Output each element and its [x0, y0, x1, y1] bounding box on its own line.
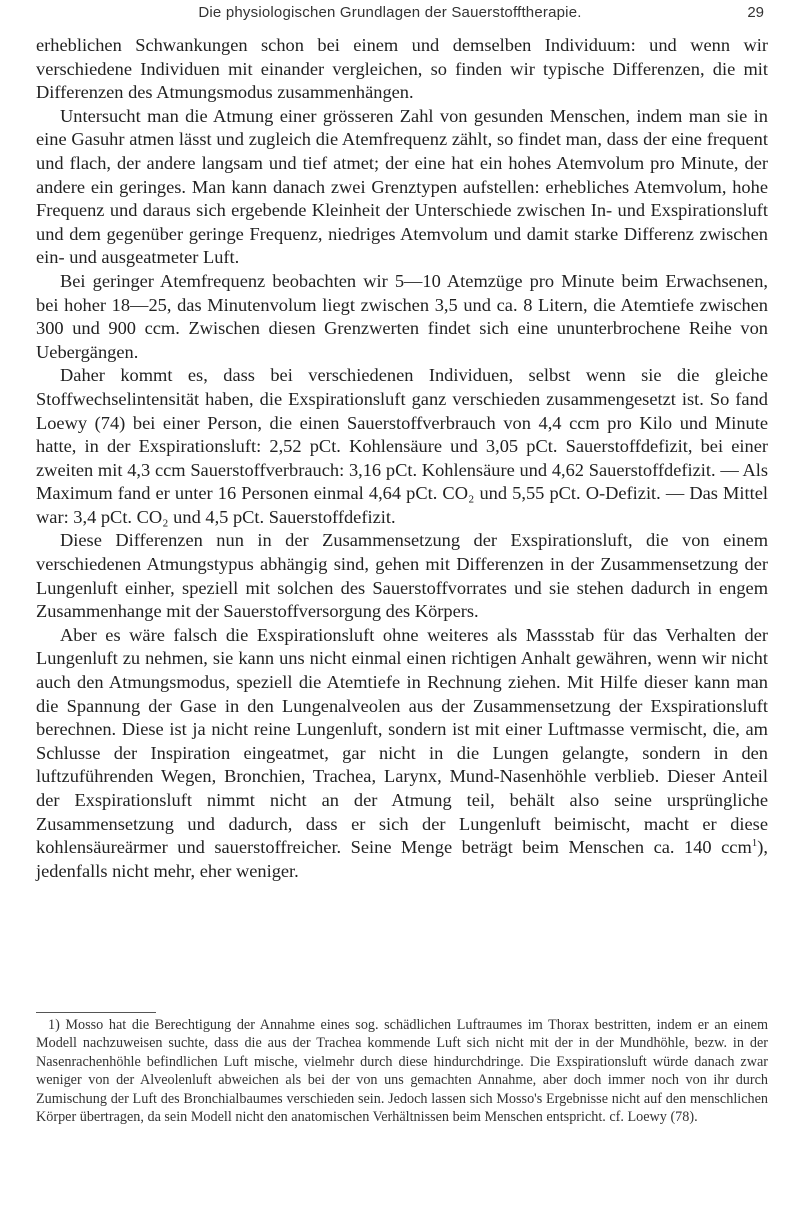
page-number: 29	[747, 4, 764, 21]
paragraph-continued: erheblichen Schwankungen schon bei einem und demselben Individuum: und wenn wir verschiedene Individuen mit einander vergleichen, so finden wir typische Differenzen, die mit Differenzen des Atmungsmodus zusammenhängen.	[36, 35, 768, 103]
paragraph-lungenluft: Diese Differenzen nun in der Zusammensetzung der Exspirationsluft, die von einem verschiedenen Atmungstypus abhängig sind, gehen mit Differenzen in der Zusammensetzung der Lungenluft einher, speziell mit solchen des Sauerstoffvorrates und sie stehen dadurch in engem Zusammenhange mit der Sauerstoffversorgung des Körpers.	[36, 530, 768, 622]
footnote-mosso: 1) Mosso hat die Berechtigung der Annahme eines sog. schädlichen Luftraumes im Thorax bestritten, indem er an einem Modell nachzuweisen suchte, dass die aus der Trachea kommende Luft sich nicht mit der in der Mundhöhle, bezw. in der Nasenrachenhöhle befindlichen Luft mische, vielmehr durch diese hindurchdringe. Die Exspirationsluft würde danach zwar weniger von der Alveolenluft abweichen als bei der von uns gemachten Annahme, aber doch immer noch von ihr durch Zumischung der Luft des Bronchialbaumes verschieden sein. Jedoch lassen sich Mosso's Ergebnisse nicht auf den menschlichen Körper übertragen, da sein Modell nicht den anatomischen Verhältnissen beim Menschen entspricht. cf. Loewy (78).	[36, 1017, 768, 1126]
paragraph-schaedlicher-raum	[36, 624, 768, 884]
paragraph-atemtypen: Untersucht man die Atmung einer grösseren Zahl von gesunden Menschen, indem man sie in eine Gasuhr atmen lässt und zugleich die Atemfrequenz zählt, so findet man, dass der eine frequent und flach, der andere langsam und tief atmet; der eine hat ein hohes Atemvolum pro Minute, der andere ein geringes. Man kann danach zwei Grenztypen aufstellen: erhebliches Atemvolum, hohe Frequenz und daraus sich ergebende Kleinheit der Unterschiede zwischen In- und Exspirationsluft und dem gegenüber geringe Frequenz, niedriges Atemvolum und damit starke Differenz zwischen ein- und ausgeatmeter Luft.	[36, 105, 768, 268]
paragraph-atemfrequenz: Bei geringer Atemfrequenz beobachten wir 5—10 Atemzüge pro Minute beim Erwachsenen, bei hoher 18—25, das Minutenvolum liegt zwischen 3,5 und ca. 8 Litern, die Atemtiefe zwischen 300 und 900 ccm. Zwischen diesen Grenzwerten findet sich eine ununterbrochene Reihe von Uebergängen.	[36, 270, 768, 362]
running-title: Die physiologischen Grundlagen der Sauerstofftherapie.	[198, 4, 582, 21]
body-text	[36, 34, 768, 883]
footnote-divider	[36, 1012, 156, 1013]
paragraph-schaedlicher-raum-text: Aber es wäre falsch die Exspirationsluft ohne weiteres als Massstab für das Verhalten der Lungenluft zu nehmen, sie kann uns nicht einmal einen richtigen Anhalt gewähren, wenn wir nicht auch den Atmungsmodus, speziell die Atemtiefe in Rechnung ziehen. Mit Hilfe dieser kann man die Spannung der Gase in den Lungenalveolen aus der Zusammensetzung der Exspirationsluft berechnen. Diese ist ja nicht reine Lungenluft, sondern ist mit einer Luftmasse vermischt, die, am Schlusse der Inspiration eingeatmet, gar nicht in die Lungen gelangte, sondern in den luftzuführenden Wegen, Bronchien, Trachea, Larynx, Mund-Nasenhöhle verblieb. Dieser Anteil der Exspirationsluft nimmt nicht an der Atmung teil, behält also seine ursprüngliche Zusammensetzung und dadurch, dass er sich der Lungenluft beimischt, macht er diese kohlensäureärmer und sauerstoffreicher. Seine Menge beträgt beim Menschen ca. 140 ccm	[36, 624, 768, 858]
paragraph-loewy-values: Daher kommt es, dass bei verschiedenen Individuen, selbst wenn sie die gleiche Stoffwechselintensität haben, die Exspirationsluft ganz verschieden zusammengesetzt ist. So fand Loewy (74) bei einer Person, die einen Sauerstoffverbrauch von 4,4 ccm pro Kilo und Minute hatte, in der Exspirationsluft: 2,52 pCt. Kohlensäure und 3,05 pCt. Sauerstoffdefizit, bei einer zweiten mit 4,3 ccm Sauerstoffverbrauch: 3,16 pCt. Kohlensäure und 4,62 Sauerstoffdefizit. — Als Maximum fand er unter 16 Personen einmal 4,64 pCt. CO₂ und 5,55 pCt. O-Defizit. — Das Mittel war: 3,4 pCt. CO₂ und 4,5 pCt. Sauerstoffdefizit.	[36, 365, 768, 527]
footnote-reference[interactable]: 1	[751, 837, 758, 850]
running-header	[0, 0, 800, 30]
paragraph-schaedlicher-raum-tail: ), jedenfalls nicht mehr, eher weniger.	[36, 837, 768, 881]
